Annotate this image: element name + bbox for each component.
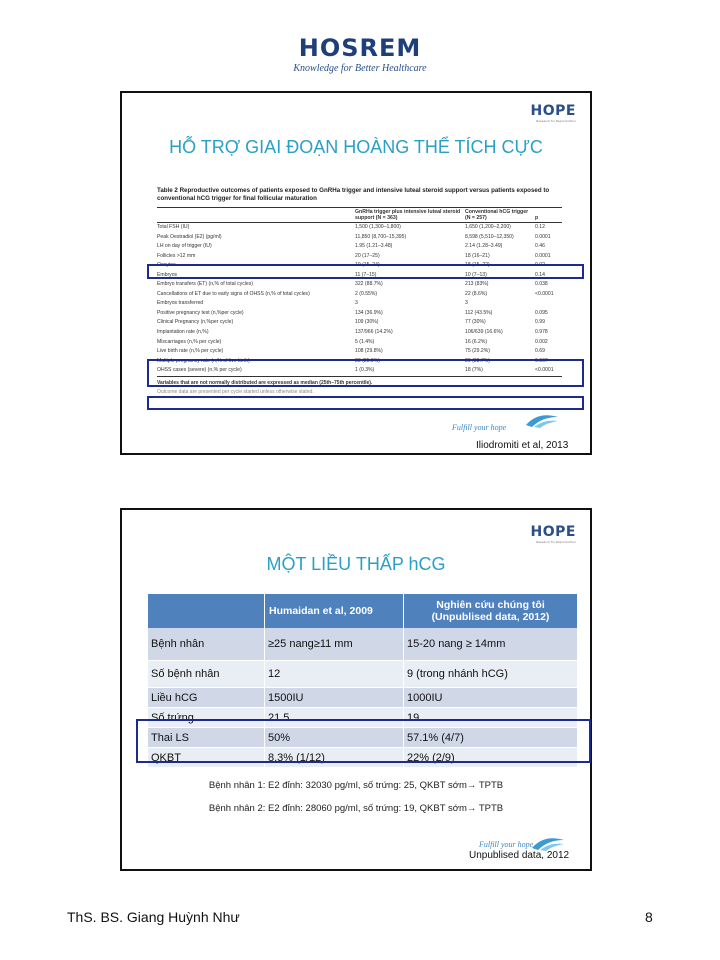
highlight-box-outcomes bbox=[136, 719, 591, 763]
hosrem-logo bbox=[0, 34, 720, 74]
highlight-box-footnote bbox=[147, 396, 584, 410]
table-header: GnRHa trigger plus intensive luteal steroid support (N = 363) bbox=[355, 208, 465, 223]
table-header: Conventional hCG trigger (N = 257) bbox=[465, 208, 535, 223]
cell: <0.0001 bbox=[535, 367, 554, 374]
cell: 1000IU bbox=[404, 688, 578, 708]
cell: 1,650 (1,200–2,200) bbox=[465, 224, 511, 230]
row-label: Total FSH (IU) bbox=[157, 224, 190, 230]
cell: 137/966 (14.2%) bbox=[355, 329, 393, 336]
slide-1 bbox=[120, 91, 592, 455]
cell: 1,500 (1,300–1,800) bbox=[355, 224, 401, 230]
cell bbox=[535, 299, 562, 309]
cell: 10 (7–13) bbox=[465, 271, 487, 278]
cell: 0.095 bbox=[535, 309, 548, 316]
cell: 213 (83%) bbox=[465, 281, 489, 288]
logo-tagline: Knowledge for Better Healthcare bbox=[293, 63, 427, 74]
cell: 28 (25.9%) bbox=[355, 357, 380, 364]
table-row bbox=[157, 318, 562, 328]
footer-author: ThS. BS. Giang Huỳnh Như bbox=[67, 909, 240, 925]
table-row bbox=[157, 223, 562, 233]
row-label: Cancellations of ET due to early signs of OHSS (n,% of total cycles) bbox=[157, 290, 310, 297]
table-row bbox=[148, 628, 578, 661]
cell: 18 (16–21) bbox=[465, 252, 490, 259]
row-label: Liều hCG bbox=[148, 688, 265, 708]
cell: 21.5 bbox=[265, 708, 404, 728]
cell: 11 (7–15) bbox=[355, 271, 377, 278]
cell: 9 (trong nhánh hCG) bbox=[404, 661, 578, 688]
cell: 50% bbox=[265, 728, 404, 748]
cell: 19 bbox=[404, 708, 578, 728]
patient-note-2: Bệnh nhân 2: E2 đỉnh: 28060 pg/ml, số trứng: 19, QKBT sớm→ TPTB bbox=[208, 803, 504, 814]
cell: 108 (29.8%) bbox=[355, 348, 383, 355]
table-row bbox=[148, 688, 578, 708]
table-row bbox=[157, 299, 562, 309]
fulfill-tagline: Fulfill your hope bbox=[452, 423, 507, 432]
cell: 8,598 (5,510–12,350) bbox=[465, 233, 514, 240]
table-header: Nghiên cứu chúng tôi (Unpublised data, 2012) bbox=[404, 594, 578, 628]
slide-2-title: MỘT LIỀU THẤP hCG bbox=[266, 554, 446, 574]
cell: 134 (36.9%) bbox=[355, 309, 383, 316]
citation: Unpublised data, 2012 bbox=[469, 850, 570, 861]
row-label: Số trứng bbox=[148, 708, 265, 728]
cell: 0.978 bbox=[535, 329, 548, 336]
row-label: Peak Oestradiol (E2) (pg/ml) bbox=[157, 233, 222, 240]
cell: 20 (17–25) bbox=[355, 252, 380, 259]
cell: 8.3% (1/12) bbox=[265, 748, 404, 768]
cell: 12 bbox=[265, 661, 404, 688]
cell: 19 (15–24) bbox=[355, 262, 380, 269]
row-label: Positive pregnancy test (n,%per cycle) bbox=[157, 309, 244, 316]
cell: 1 (0.3%) bbox=[355, 367, 375, 374]
cell: 16 (6.2%) bbox=[465, 338, 488, 345]
cell: 0.12 bbox=[535, 224, 545, 230]
table-header: Humaidan et al, 2009 bbox=[265, 594, 404, 628]
row-label: Embryos bbox=[157, 271, 178, 278]
cell: 2.14 (1.28–3.49) bbox=[465, 243, 503, 250]
highlight-box-oocytes bbox=[147, 264, 584, 279]
cell: 106/639 (16.6%) bbox=[465, 329, 503, 336]
table-row bbox=[148, 661, 578, 688]
cell: 0.02 bbox=[535, 262, 545, 269]
cell: 1500IU bbox=[265, 688, 404, 708]
slide-2 bbox=[120, 508, 592, 871]
row-label: Follicles >12 mm bbox=[157, 252, 196, 259]
row-label: Số bệnh nhân bbox=[148, 661, 265, 688]
table-row bbox=[157, 242, 562, 252]
cell: 1.95 (1.21–3.48) bbox=[355, 243, 393, 250]
cell: 18 (7%) bbox=[465, 367, 483, 374]
patient-note-1: Bệnh nhân 1: E2 đỉnh: 32030 pg/ml, số trứng: 25, QKBT sớm→ TPTB bbox=[208, 780, 504, 791]
cell: 112 (43.5%) bbox=[465, 309, 493, 316]
table-row bbox=[157, 233, 562, 243]
table-row bbox=[157, 252, 562, 262]
table-row bbox=[157, 347, 562, 357]
wave-logo-icon bbox=[524, 411, 560, 429]
table-footnote: Variables that are not normally distributed are expressed as median (25th–75th percentile). bbox=[157, 376, 562, 387]
row-label: Live birth rate (n,% per cycle) bbox=[157, 348, 224, 355]
table-row bbox=[157, 338, 562, 348]
cell: 29 (38.7%) bbox=[465, 357, 490, 364]
row-label: QKBT bbox=[148, 748, 265, 768]
cell: 22 (8.6%) bbox=[465, 290, 488, 297]
cell: ≥25 nang≥11 mm bbox=[265, 628, 404, 661]
fulfill-tagline: Fulfill your hope bbox=[479, 840, 534, 849]
cell: 5 (1.4%) bbox=[355, 338, 375, 345]
slide-1-title: HỖ TRỢ GIAI ĐOẠN HOÀNG THỂ TÍCH CỰC bbox=[169, 137, 543, 157]
table-caption: Table 2 Reproductive outcomes of patients exposed to GnRHa trigger and intensive luteal steroid support versus patients exposed to conventional hCG trigger for final follicular maturation bbox=[157, 187, 550, 202]
page-number: 8 bbox=[645, 909, 653, 925]
cell: 0.69 bbox=[535, 348, 545, 355]
row-label: Implantation rate (n,%) bbox=[157, 329, 209, 336]
cell: 0.99 bbox=[535, 319, 545, 326]
table-row bbox=[157, 280, 562, 290]
row-label: Multiple pregnancy rate (n,% of live-birth) bbox=[157, 357, 250, 364]
cell: 0.038 bbox=[535, 281, 548, 288]
hope-logo: HOPE Research for Reproduction bbox=[530, 524, 576, 544]
cell: 3 bbox=[465, 300, 468, 307]
row-label: Miscarriages (n,% per cycle) bbox=[157, 338, 222, 345]
cell: 0.0001 bbox=[535, 252, 551, 259]
cell: 0.0001 bbox=[535, 233, 551, 240]
row-label: Oocytes bbox=[157, 262, 176, 269]
cell: 0.46 bbox=[535, 243, 545, 250]
cell: 0.14 bbox=[535, 271, 545, 278]
table-row bbox=[157, 328, 562, 338]
cell: 75 (29.2%) bbox=[465, 348, 490, 355]
logo-wordmark: HOSREM bbox=[298, 34, 422, 62]
highlight-box-live-birth bbox=[147, 359, 584, 387]
table-header: p bbox=[535, 208, 562, 223]
row-label: Embryo transfers (ET) (n,% of total cycles) bbox=[157, 281, 253, 288]
cell: 11,850 (8,700–15,395) bbox=[355, 233, 407, 240]
row-label: LH on day of trigger (IU) bbox=[157, 243, 212, 250]
cell: 2 (0.55%) bbox=[355, 290, 378, 297]
row-label: Bệnh nhân bbox=[148, 628, 265, 661]
table-footnote-2: Outcome data are presented per cycle started unless otherwise stated. bbox=[157, 388, 314, 395]
row-label: Thai LS bbox=[148, 728, 265, 748]
cell: 18 (15–22) bbox=[465, 262, 490, 269]
cell: 22% (2/9) bbox=[404, 748, 578, 768]
cell: 3 bbox=[355, 300, 358, 307]
hope-logo: HOPE Research for Reproduction bbox=[530, 103, 576, 123]
table-header bbox=[157, 208, 355, 223]
table-row bbox=[157, 309, 562, 319]
row-label: Clinical Pregnancy (n,%per cycle) bbox=[157, 319, 234, 326]
cell: 109 (30%) bbox=[355, 319, 379, 326]
row-label: Embryos transferred bbox=[157, 300, 204, 307]
cell: 15-20 nang ≥ 14mm bbox=[404, 628, 578, 661]
citation: Iliodromiti et al, 2013 bbox=[476, 440, 569, 451]
cell: 0.067 bbox=[535, 357, 548, 364]
cell: 322 (88.7%) bbox=[355, 281, 383, 288]
cell: 57.1% (4/7) bbox=[404, 728, 578, 748]
table-row bbox=[157, 290, 562, 300]
cell: 0.002 bbox=[535, 338, 548, 345]
row-label: OHSS cases (severe) (n,% per cycle) bbox=[157, 367, 242, 374]
table-header bbox=[148, 594, 265, 628]
cell: <0.0001 bbox=[535, 290, 554, 297]
cell: 77 (30%) bbox=[465, 319, 486, 326]
